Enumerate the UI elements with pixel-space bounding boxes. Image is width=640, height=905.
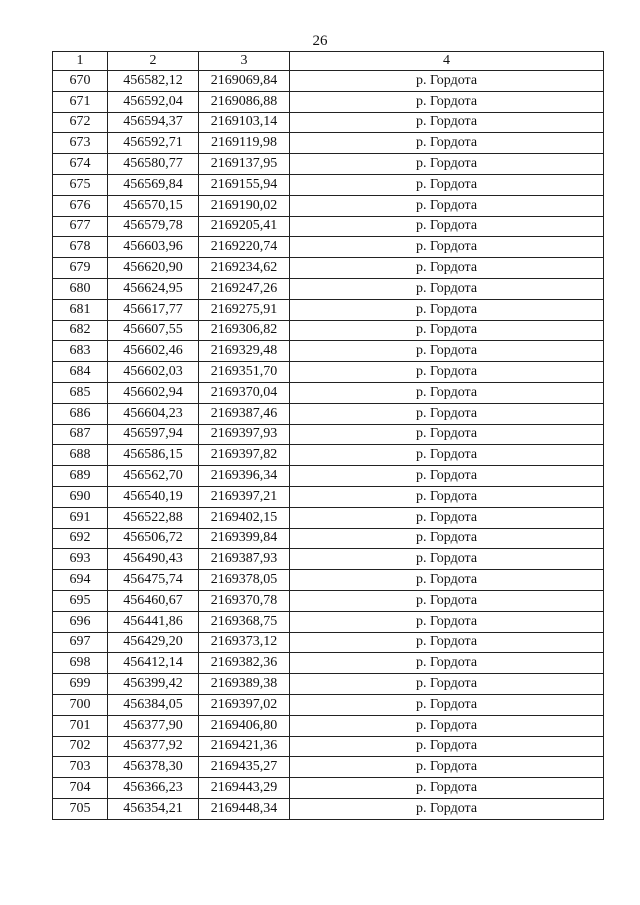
x-coordinate-cell: 456475,74 — [108, 570, 199, 591]
point-number-cell: 699 — [53, 674, 108, 695]
description-cell: р. Гордота — [290, 362, 604, 383]
point-number-cell: 700 — [53, 694, 108, 715]
table-row — [53, 174, 604, 195]
table-header-row — [53, 52, 604, 71]
description-cell: р. Гордота — [290, 653, 604, 674]
table-row — [53, 112, 604, 133]
y-coordinate-cell: 2169396,34 — [199, 466, 290, 487]
y-coordinate-cell: 2169402,15 — [199, 507, 290, 528]
description-cell: р. Гордота — [290, 798, 604, 819]
y-coordinate-cell: 2169421,36 — [199, 736, 290, 757]
y-coordinate-cell: 2169378,05 — [199, 570, 290, 591]
y-coordinate-cell: 2169397,02 — [199, 694, 290, 715]
point-number-cell: 673 — [53, 133, 108, 154]
y-coordinate-cell: 2169069,84 — [199, 71, 290, 92]
table-row — [53, 715, 604, 736]
y-coordinate-cell: 2169389,38 — [199, 674, 290, 695]
table-row — [53, 299, 604, 320]
table-row — [53, 549, 604, 570]
point-number-cell: 671 — [53, 91, 108, 112]
y-coordinate-cell: 2169368,75 — [199, 611, 290, 632]
table-row — [53, 278, 604, 299]
table-row — [53, 757, 604, 778]
description-cell: р. Гордота — [290, 778, 604, 799]
description-cell: р. Гордота — [290, 757, 604, 778]
x-coordinate-cell: 456592,71 — [108, 133, 199, 154]
table-row — [53, 445, 604, 466]
table-row — [53, 590, 604, 611]
point-number-cell: 692 — [53, 528, 108, 549]
column-header-1: 1 — [53, 52, 108, 71]
point-number-cell: 684 — [53, 362, 108, 383]
point-number-cell: 672 — [53, 112, 108, 133]
point-number-cell: 687 — [53, 424, 108, 445]
y-coordinate-cell: 2169329,48 — [199, 341, 290, 362]
y-coordinate-cell: 2169306,82 — [199, 320, 290, 341]
y-coordinate-cell: 2169387,93 — [199, 549, 290, 570]
y-coordinate-cell: 2169247,26 — [199, 278, 290, 299]
description-cell: р. Гордота — [290, 486, 604, 507]
description-cell: р. Гордота — [290, 445, 604, 466]
y-coordinate-cell: 2169275,91 — [199, 299, 290, 320]
table-row — [53, 424, 604, 445]
table-row — [53, 362, 604, 383]
point-number-cell: 701 — [53, 715, 108, 736]
description-cell: р. Гордота — [290, 528, 604, 549]
table-row — [53, 216, 604, 237]
description-cell: р. Гордота — [290, 403, 604, 424]
y-coordinate-cell: 2169351,70 — [199, 362, 290, 383]
table-row — [53, 632, 604, 653]
x-coordinate-cell: 456602,46 — [108, 341, 199, 362]
description-cell: р. Гордота — [290, 590, 604, 611]
x-coordinate-cell: 456604,23 — [108, 403, 199, 424]
x-coordinate-cell: 456384,05 — [108, 694, 199, 715]
y-coordinate-cell: 2169220,74 — [199, 237, 290, 258]
y-coordinate-cell: 2169086,88 — [199, 91, 290, 112]
y-coordinate-cell: 2169103,14 — [199, 112, 290, 133]
table-row — [53, 674, 604, 695]
description-cell: р. Гордота — [290, 715, 604, 736]
x-coordinate-cell: 456490,43 — [108, 549, 199, 570]
description-cell: р. Гордота — [290, 237, 604, 258]
description-cell: р. Гордота — [290, 736, 604, 757]
point-number-cell: 677 — [53, 216, 108, 237]
point-number-cell: 702 — [53, 736, 108, 757]
y-coordinate-cell: 2169373,12 — [199, 632, 290, 653]
x-coordinate-cell: 456506,72 — [108, 528, 199, 549]
x-coordinate-cell: 456366,23 — [108, 778, 199, 799]
point-number-cell: 680 — [53, 278, 108, 299]
x-coordinate-cell: 456354,21 — [108, 798, 199, 819]
description-cell: р. Гордота — [290, 694, 604, 715]
point-number-cell: 689 — [53, 466, 108, 487]
table-row — [53, 486, 604, 507]
x-coordinate-cell: 456399,42 — [108, 674, 199, 695]
description-cell: р. Гордота — [290, 278, 604, 299]
x-coordinate-cell: 456603,96 — [108, 237, 199, 258]
table-body — [53, 71, 604, 820]
y-coordinate-cell: 2169370,04 — [199, 382, 290, 403]
table-row — [53, 195, 604, 216]
description-cell: р. Гордота — [290, 611, 604, 632]
x-coordinate-cell: 456607,55 — [108, 320, 199, 341]
column-header-2: 2 — [108, 52, 199, 71]
table-row — [53, 154, 604, 175]
x-coordinate-cell: 456377,90 — [108, 715, 199, 736]
x-coordinate-cell: 456522,88 — [108, 507, 199, 528]
column-header-4: 4 — [290, 52, 604, 71]
x-coordinate-cell: 456570,15 — [108, 195, 199, 216]
description-cell: р. Гордота — [290, 507, 604, 528]
y-coordinate-cell: 2169155,94 — [199, 174, 290, 195]
point-number-cell: 690 — [53, 486, 108, 507]
table-row — [53, 694, 604, 715]
point-number-cell: 679 — [53, 258, 108, 279]
table-row — [53, 133, 604, 154]
y-coordinate-cell: 2169382,36 — [199, 653, 290, 674]
point-number-cell: 674 — [53, 154, 108, 175]
description-cell: р. Гордота — [290, 112, 604, 133]
y-coordinate-cell: 2169190,02 — [199, 195, 290, 216]
y-coordinate-cell: 2169435,27 — [199, 757, 290, 778]
y-coordinate-cell: 2169387,46 — [199, 403, 290, 424]
x-coordinate-cell: 456569,84 — [108, 174, 199, 195]
y-coordinate-cell: 2169397,93 — [199, 424, 290, 445]
table-row — [53, 91, 604, 112]
x-coordinate-cell: 456620,90 — [108, 258, 199, 279]
point-number-cell: 685 — [53, 382, 108, 403]
y-coordinate-cell: 2169406,80 — [199, 715, 290, 736]
point-number-cell: 678 — [53, 237, 108, 258]
description-cell: р. Гордота — [290, 154, 604, 175]
point-number-cell: 705 — [53, 798, 108, 819]
x-coordinate-cell: 456562,70 — [108, 466, 199, 487]
y-coordinate-cell: 2169448,34 — [199, 798, 290, 819]
point-number-cell: 698 — [53, 653, 108, 674]
table-row — [53, 570, 604, 591]
table-row — [53, 528, 604, 549]
point-number-cell: 670 — [53, 71, 108, 92]
page-number: 26 — [312, 33, 328, 49]
x-coordinate-cell: 456377,92 — [108, 736, 199, 757]
x-coordinate-cell: 456592,04 — [108, 91, 199, 112]
x-coordinate-cell: 456602,94 — [108, 382, 199, 403]
description-cell: р. Гордота — [290, 549, 604, 570]
x-coordinate-cell: 456617,77 — [108, 299, 199, 320]
table-row — [53, 736, 604, 757]
point-number-cell: 682 — [53, 320, 108, 341]
y-coordinate-cell: 2169399,84 — [199, 528, 290, 549]
point-number-cell: 683 — [53, 341, 108, 362]
description-cell: р. Гордота — [290, 174, 604, 195]
description-cell: р. Гордота — [290, 424, 604, 445]
table-row — [53, 611, 604, 632]
x-coordinate-cell: 456594,37 — [108, 112, 199, 133]
point-number-cell: 694 — [53, 570, 108, 591]
description-cell: р. Гордота — [290, 341, 604, 362]
table-row — [53, 403, 604, 424]
description-cell: р. Гордота — [290, 466, 604, 487]
x-coordinate-cell: 456586,15 — [108, 445, 199, 466]
description-cell: р. Гордота — [290, 382, 604, 403]
description-cell: р. Гордота — [290, 320, 604, 341]
point-number-cell: 693 — [53, 549, 108, 570]
description-cell: р. Гордота — [290, 674, 604, 695]
point-number-cell: 696 — [53, 611, 108, 632]
description-cell: р. Гордота — [290, 570, 604, 591]
y-coordinate-cell: 2169234,62 — [199, 258, 290, 279]
y-coordinate-cell: 2169119,98 — [199, 133, 290, 154]
y-coordinate-cell: 2169397,82 — [199, 445, 290, 466]
table-row — [53, 798, 604, 819]
y-coordinate-cell: 2169205,41 — [199, 216, 290, 237]
description-cell: р. Гордота — [290, 216, 604, 237]
description-cell: р. Гордота — [290, 299, 604, 320]
table-row — [53, 237, 604, 258]
x-coordinate-cell: 456378,30 — [108, 757, 199, 778]
point-number-cell: 686 — [53, 403, 108, 424]
point-number-cell: 688 — [53, 445, 108, 466]
x-coordinate-cell: 456429,20 — [108, 632, 199, 653]
x-coordinate-cell: 456540,19 — [108, 486, 199, 507]
coordinates-table — [52, 51, 604, 820]
x-coordinate-cell: 456412,14 — [108, 653, 199, 674]
point-number-cell: 695 — [53, 590, 108, 611]
description-cell: р. Гордота — [290, 71, 604, 92]
point-number-cell: 704 — [53, 778, 108, 799]
table-row — [53, 382, 604, 403]
table-row — [53, 653, 604, 674]
point-number-cell: 675 — [53, 174, 108, 195]
x-coordinate-cell: 456580,77 — [108, 154, 199, 175]
description-cell: р. Гордота — [290, 195, 604, 216]
x-coordinate-cell: 456460,67 — [108, 590, 199, 611]
table-row — [53, 71, 604, 92]
table-row — [53, 507, 604, 528]
point-number-cell: 691 — [53, 507, 108, 528]
x-coordinate-cell: 456441,86 — [108, 611, 199, 632]
point-number-cell: 681 — [53, 299, 108, 320]
description-cell: р. Гордота — [290, 632, 604, 653]
x-coordinate-cell: 456597,94 — [108, 424, 199, 445]
table-row — [53, 320, 604, 341]
table-row — [53, 341, 604, 362]
y-coordinate-cell: 2169397,21 — [199, 486, 290, 507]
table-row — [53, 466, 604, 487]
description-cell: р. Гордота — [290, 133, 604, 154]
table-row — [53, 258, 604, 279]
point-number-cell: 676 — [53, 195, 108, 216]
y-coordinate-cell: 2169443,29 — [199, 778, 290, 799]
table-row — [53, 778, 604, 799]
x-coordinate-cell: 456624,95 — [108, 278, 199, 299]
point-number-cell: 697 — [53, 632, 108, 653]
x-coordinate-cell: 456582,12 — [108, 71, 199, 92]
x-coordinate-cell: 456579,78 — [108, 216, 199, 237]
x-coordinate-cell: 456602,03 — [108, 362, 199, 383]
y-coordinate-cell: 2169137,95 — [199, 154, 290, 175]
y-coordinate-cell: 2169370,78 — [199, 590, 290, 611]
description-cell: р. Гордота — [290, 258, 604, 279]
description-cell: р. Гордота — [290, 91, 604, 112]
column-header-3: 3 — [199, 52, 290, 71]
point-number-cell: 703 — [53, 757, 108, 778]
